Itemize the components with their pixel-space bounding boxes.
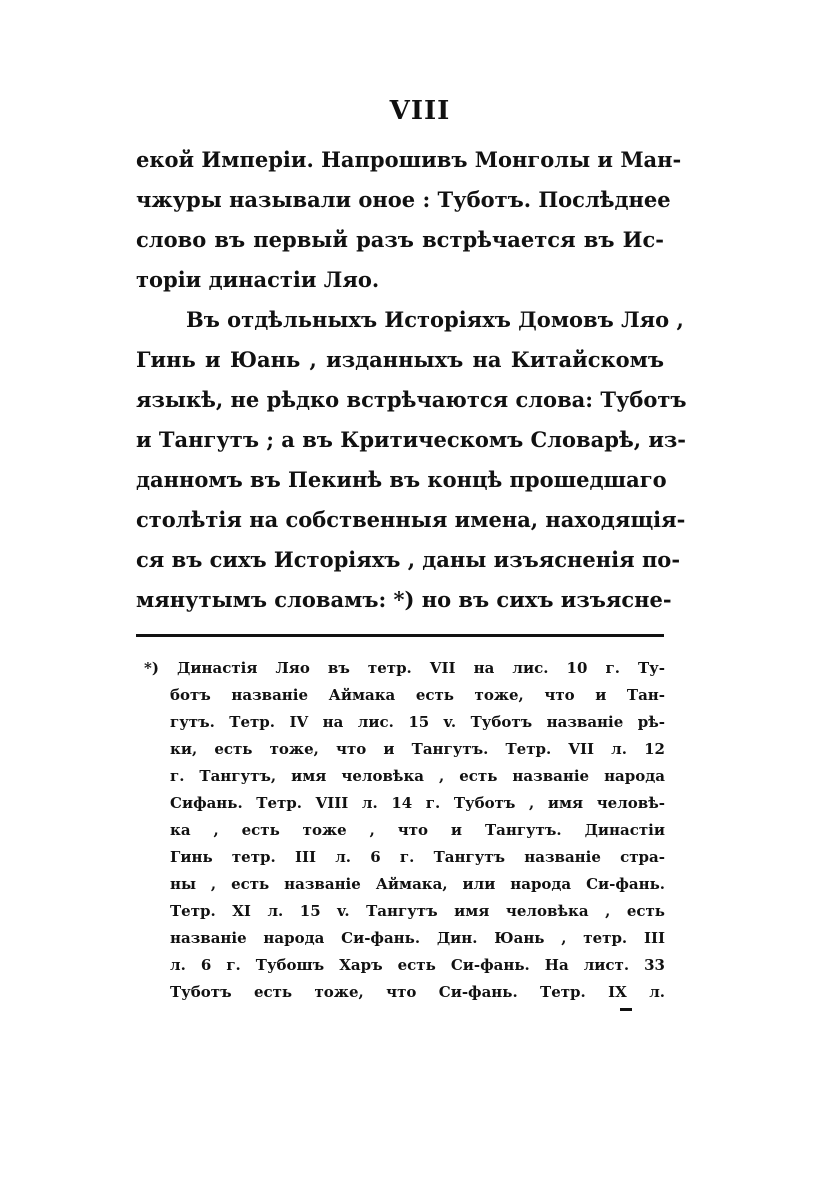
footnote-line: ны , есть названіе Аймака, или народа Си-фань. [170, 875, 665, 893]
footnote-line: *) Династія Ляо въ тетр. VII на лис. 10 г. Ту- [144, 659, 665, 677]
paragraph-first-line: Въ отдѣльныхъ Исторіяхъ Домовъ Ляо , [186, 307, 684, 332]
text-line: и Тангутъ ; а въ Критическомъ Словарѣ, из- [136, 427, 687, 452]
main-text [136, 140, 687, 620]
text-line: слово въ первый разъ встрѣчается въ Ис- [136, 227, 664, 252]
footnote-line: ботъ названіе Аймака есть тоже, что и Тан- [170, 686, 665, 704]
text-line: екой Имперіи. Напрошивъ Монголы и Ман- [136, 147, 682, 172]
text-line: языкѣ, не рѣдко встрѣчаются слова: Туботъ [136, 387, 687, 412]
footnote-line: гутъ. Тетр. IV на лис. 15 v. Туботъ названіе рѣ- [170, 713, 665, 731]
page-number: VIII [389, 96, 451, 126]
footnote-line: ка , есть тоже , что и Тангутъ. Династіи [170, 821, 665, 839]
footnote-line: Гинь тетр. III л. 6 г. Тангутъ названіе стра- [170, 848, 665, 866]
text-line: торіи династіи Ляо. [136, 267, 380, 292]
footnote-line: ки, есть тоже, что и Тангутъ. Тетр. VII л. 12 [170, 740, 665, 758]
text-line: ся въ сихъ Исторіяхъ , даны изъясненія по- [136, 547, 681, 572]
text-line: мянутымъ словамъ: *) но въ сихъ изъясне- [136, 587, 672, 612]
footnote-line: л. 6 г. Тубошъ Харъ есть Си-фань. На лист. 33 [170, 956, 665, 974]
footnote-divider [136, 634, 664, 637]
text-line: Гинь и Юань , изданныхъ на Китайскомъ [136, 347, 664, 372]
footnote-line: Туботъ есть тоже, что Си-фань. Тетр. IX л. [170, 983, 665, 1001]
footnote-line: г. Тангутъ, имя человѣка , есть названіе народа [170, 767, 665, 785]
text-line: чжуры называли оное : Туботъ. Послѣднее [136, 187, 671, 212]
text-line: столѣтія на собственныя имена, находящія- [136, 507, 686, 532]
print-mark [620, 1008, 632, 1011]
footnote-line: названіе народа Си-фань. Дин. Юань , тетр. III [170, 929, 665, 947]
footnote-line: Сифань. Тетр. VIII л. 14 г. Туботъ , имя человѣ- [170, 794, 665, 812]
footnote-line: Тетр. XI л. 15 v. Тангутъ имя человѣка , есть [170, 902, 665, 920]
text-line: данномъ въ Пекинѣ въ концѣ прошедшаго [136, 467, 667, 492]
footnote [144, 655, 665, 1006]
